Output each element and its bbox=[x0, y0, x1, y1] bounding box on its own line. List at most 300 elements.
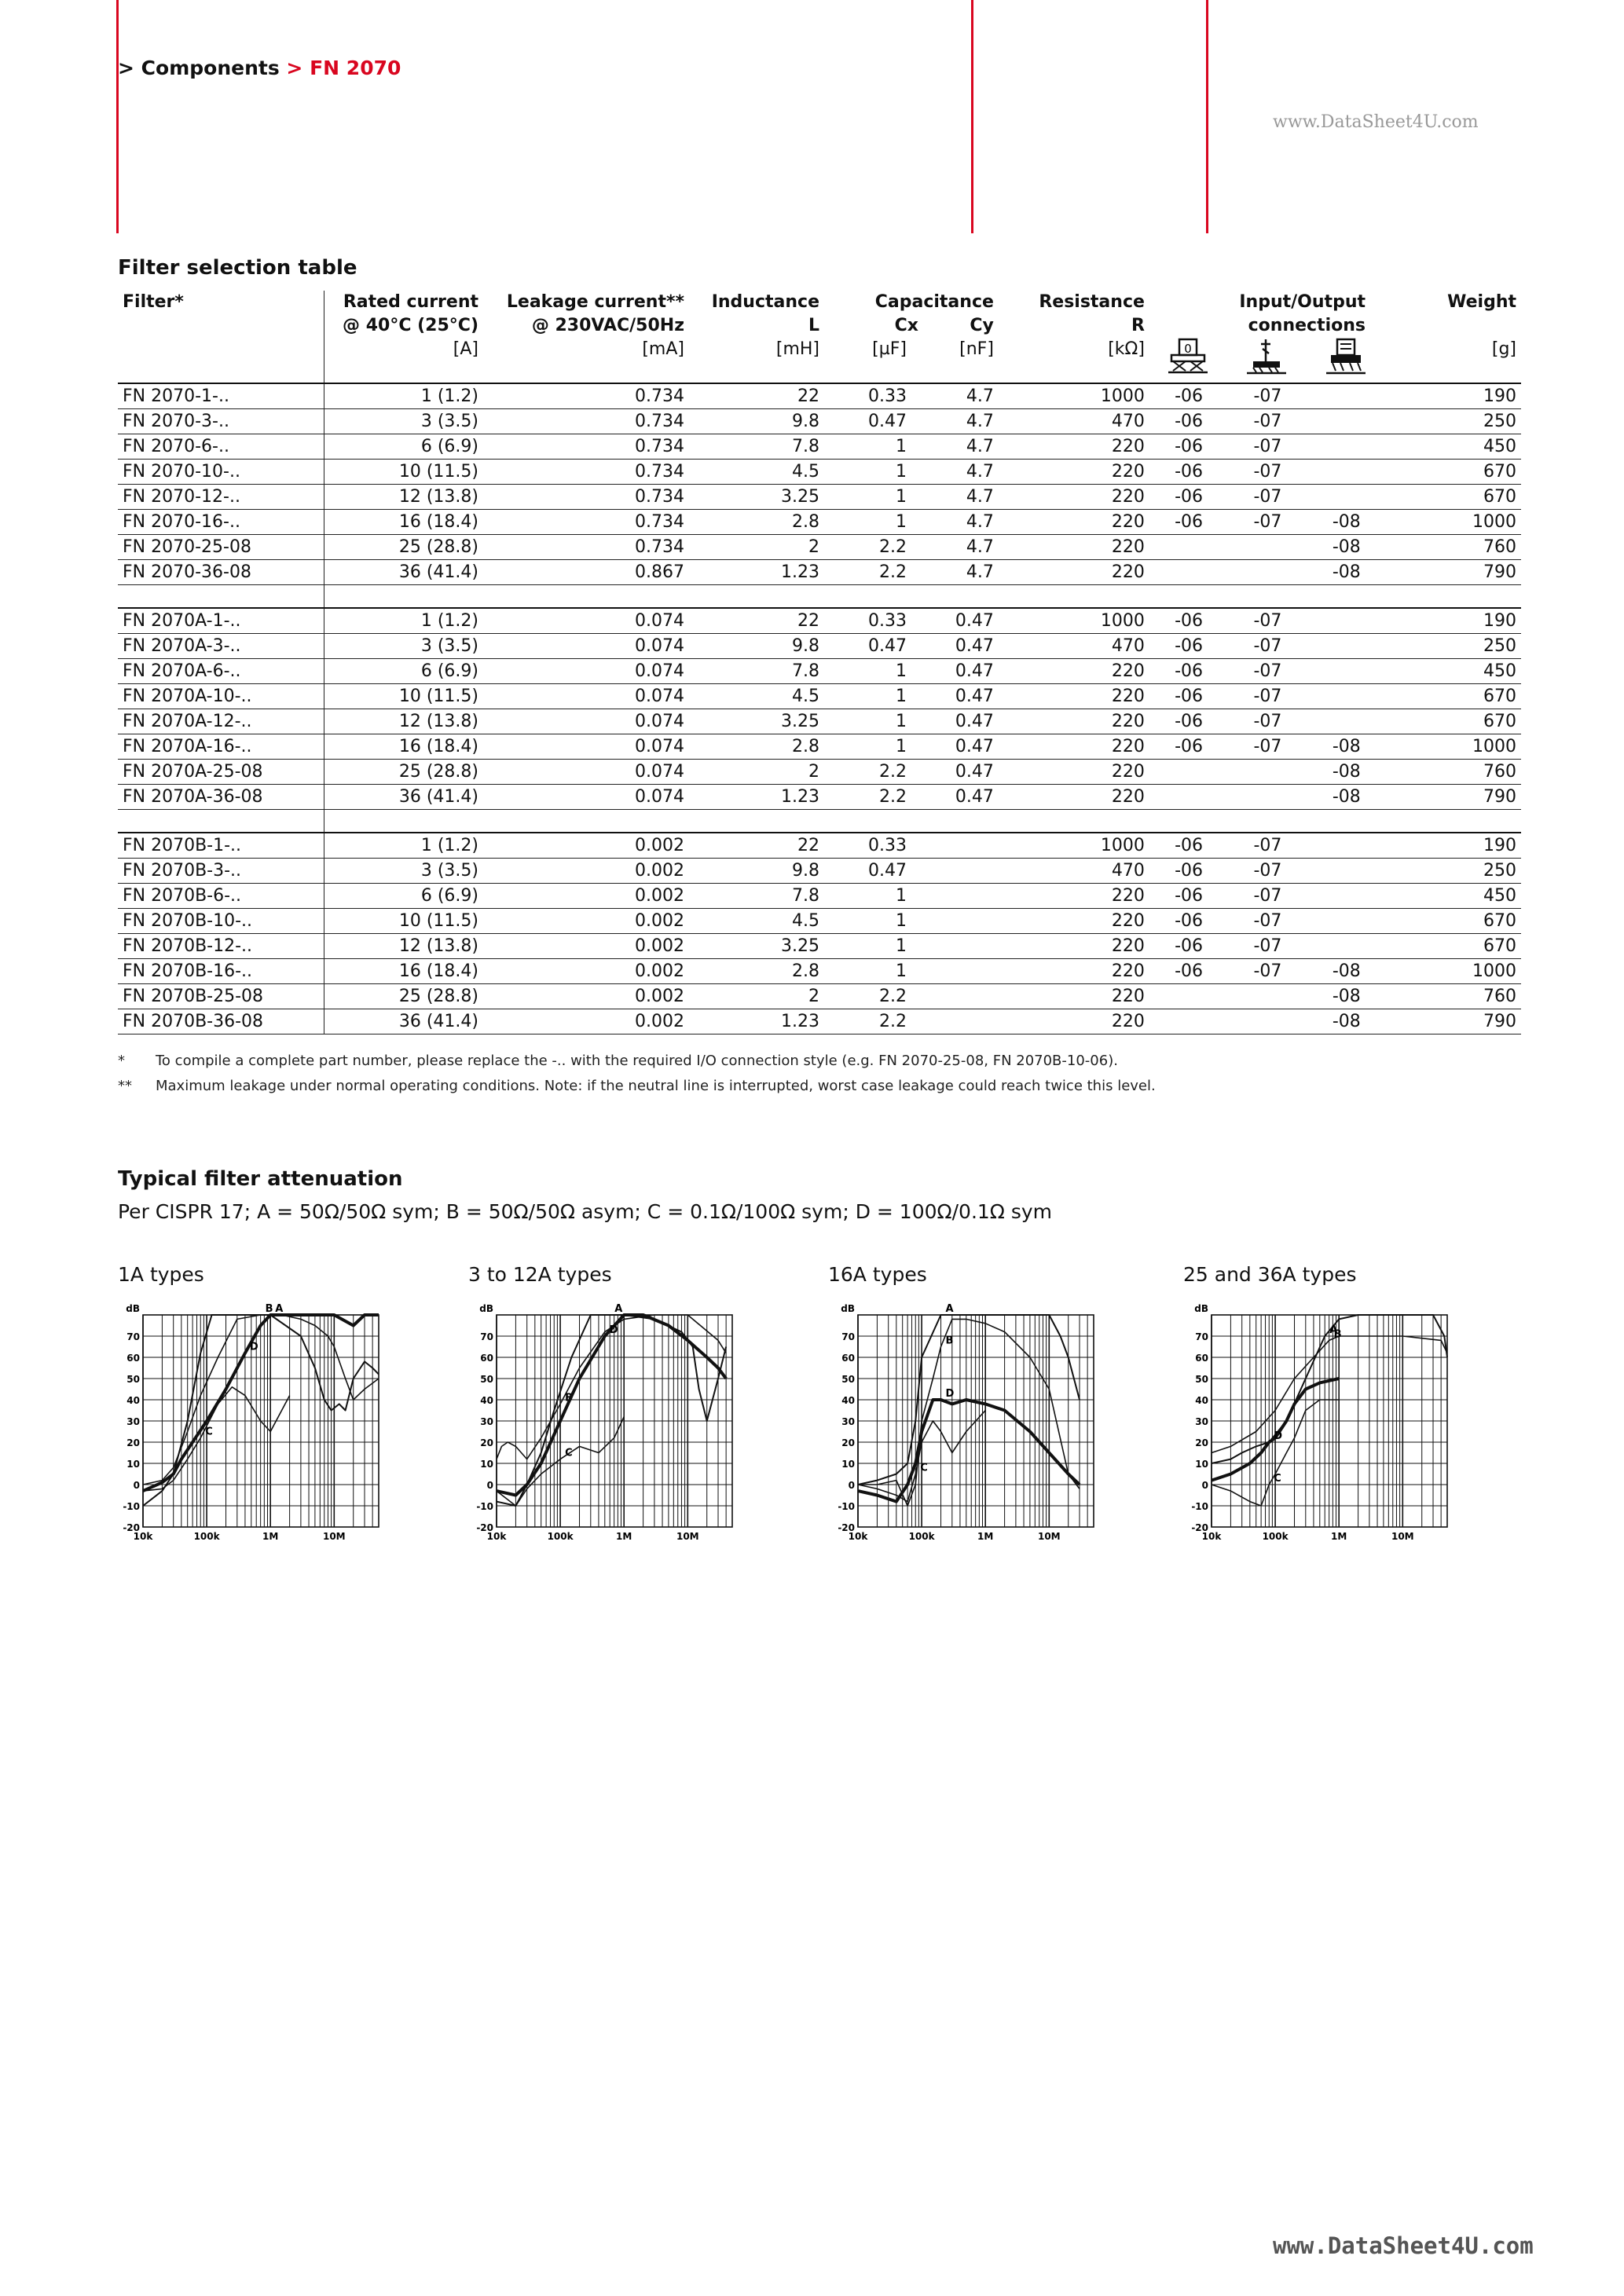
table-cell bbox=[1228, 535, 1307, 560]
table-cell: 220 bbox=[999, 734, 1149, 760]
table-cell bbox=[1149, 785, 1228, 810]
y-axis-label: dB bbox=[479, 1303, 493, 1314]
table-cell: 2 bbox=[689, 984, 824, 1009]
table-cell: 450 bbox=[1386, 659, 1521, 684]
table-cell bbox=[1307, 460, 1386, 485]
table-cell: 2 bbox=[689, 535, 824, 560]
table-cell: 0.002 bbox=[483, 884, 689, 909]
table-cell: 0.002 bbox=[483, 833, 689, 859]
table-cell: 0.867 bbox=[483, 560, 689, 585]
table-cell: 2.8 bbox=[689, 510, 824, 535]
table-cell: 670 bbox=[1386, 485, 1521, 510]
attenuation-chart-16a bbox=[825, 1298, 1108, 1549]
table-cell: 2.8 bbox=[689, 734, 824, 760]
table-cell bbox=[1307, 909, 1386, 934]
table-cell: FN 2070A-12-.. bbox=[118, 709, 324, 734]
table-cell bbox=[1307, 659, 1386, 684]
attenuation-chart-3-12a bbox=[464, 1298, 746, 1549]
table-cell bbox=[1307, 485, 1386, 510]
table-cell: FN 2070A-25-08 bbox=[118, 760, 324, 785]
table-cell: 3 (3.5) bbox=[324, 859, 484, 884]
table-cell: 0.47 bbox=[824, 859, 911, 884]
table-cell: FN 2070B-25-08 bbox=[118, 984, 324, 1009]
table-cell bbox=[1307, 859, 1386, 884]
table-cell: -06 bbox=[1149, 634, 1228, 659]
table-cell: 22 bbox=[689, 383, 824, 409]
y-tick-label: 10 bbox=[1195, 1459, 1208, 1470]
table-cell: 0.002 bbox=[483, 1009, 689, 1034]
table-cell: 220 bbox=[999, 434, 1149, 460]
table-cell: FN 2070-1-.. bbox=[118, 383, 324, 409]
table-cell: 36 (41.4) bbox=[324, 785, 484, 810]
table-cell bbox=[911, 859, 999, 884]
x-tick-label: 100k bbox=[1262, 1531, 1289, 1542]
table-cell: FN 2070-3-.. bbox=[118, 409, 324, 434]
table-row bbox=[118, 909, 1521, 934]
table-cell: -07 bbox=[1228, 634, 1307, 659]
table-cell: 220 bbox=[999, 884, 1149, 909]
table-cell: 4.5 bbox=[689, 909, 824, 934]
y-tick-label: -20 bbox=[476, 1522, 493, 1533]
x-tick-label: 10M bbox=[676, 1531, 699, 1542]
header-rule-1 bbox=[116, 0, 119, 233]
table-cell: 6 (6.9) bbox=[324, 434, 484, 460]
table-cell: 0.002 bbox=[483, 959, 689, 984]
table-cell bbox=[1307, 833, 1386, 859]
table-cell: 190 bbox=[1386, 833, 1521, 859]
table-cell: 36 (41.4) bbox=[324, 560, 484, 585]
chart-4-title: 25 and 36A types bbox=[1183, 1263, 1357, 1286]
table-cell: -06 bbox=[1149, 460, 1228, 485]
table-cell: -08 bbox=[1307, 984, 1386, 1009]
series-label: C bbox=[205, 1426, 213, 1438]
x-tick-label: 10k bbox=[1201, 1531, 1222, 1542]
table-cell: 1 bbox=[824, 684, 911, 709]
table-row bbox=[118, 460, 1521, 485]
x-tick-label: 1M bbox=[616, 1531, 632, 1542]
table-cell: 220 bbox=[999, 684, 1149, 709]
table-cell: 670 bbox=[1386, 684, 1521, 709]
x-tick-label: 10M bbox=[1037, 1531, 1061, 1542]
chart-3-title: 16A types bbox=[828, 1263, 927, 1286]
table-cell: 1000 bbox=[1386, 959, 1521, 984]
fast-on-terminal-icon bbox=[1149, 338, 1228, 383]
table-cell: -06 bbox=[1149, 485, 1228, 510]
table-cell: 0.074 bbox=[483, 608, 689, 634]
table-cell: FN 2070-10-.. bbox=[118, 460, 324, 485]
table-cell: -07 bbox=[1228, 608, 1307, 634]
table-cell: -07 bbox=[1228, 383, 1307, 409]
table-cell: 670 bbox=[1386, 909, 1521, 934]
table-cell: 0.002 bbox=[483, 909, 689, 934]
table-cell: 2.2 bbox=[824, 560, 911, 585]
table-row bbox=[118, 560, 1521, 585]
y-tick-label: 70 bbox=[841, 1331, 855, 1342]
table-cell bbox=[911, 934, 999, 959]
table-cell: 4.5 bbox=[689, 460, 824, 485]
table-cell: FN 2070B-12-.. bbox=[118, 934, 324, 959]
table-cell: -06 bbox=[1149, 884, 1228, 909]
table-cell: 22 bbox=[689, 833, 824, 859]
table-cell: 220 bbox=[999, 909, 1149, 934]
table-cell: 7.8 bbox=[689, 434, 824, 460]
y-tick-label: 0 bbox=[486, 1480, 493, 1491]
group-separator bbox=[118, 585, 1521, 609]
x-tick-label: 10k bbox=[486, 1531, 507, 1542]
table-cell: -08 bbox=[1307, 959, 1386, 984]
table-cell: 10 (11.5) bbox=[324, 909, 484, 934]
table-cell: 0.47 bbox=[911, 709, 999, 734]
table-cell: 470 bbox=[999, 409, 1149, 434]
y-axis-label: dB bbox=[126, 1303, 140, 1314]
series-line-b bbox=[497, 1315, 726, 1459]
y-tick-label: 20 bbox=[841, 1437, 855, 1448]
table-cell: -08 bbox=[1307, 1009, 1386, 1034]
table-row bbox=[118, 608, 1521, 634]
col-weight: Weight bbox=[1447, 292, 1516, 312]
table-cell: 0.47 bbox=[911, 634, 999, 659]
unit-inductance: [mH] bbox=[689, 338, 824, 383]
table-cell: 1 bbox=[824, 709, 911, 734]
watermark-bottom: www.DataSheet4U.com bbox=[1273, 2232, 1534, 2259]
table-cell: FN 2070-12-.. bbox=[118, 485, 324, 510]
table-cell: 1 (1.2) bbox=[324, 608, 484, 634]
table-cell: FN 2070A-16-.. bbox=[118, 734, 324, 760]
table-cell: 22 bbox=[689, 608, 824, 634]
unit-weight: [g] bbox=[1386, 338, 1521, 383]
table-cell: 0.47 bbox=[911, 608, 999, 634]
table-cell: 3 (3.5) bbox=[324, 634, 484, 659]
y-tick-label: -20 bbox=[838, 1522, 855, 1533]
table-cell: -06 bbox=[1149, 510, 1228, 535]
table-cell: 790 bbox=[1386, 1009, 1521, 1034]
y-tick-label: 60 bbox=[1195, 1353, 1208, 1364]
table-cell: 470 bbox=[999, 859, 1149, 884]
table-cell: 4.7 bbox=[911, 510, 999, 535]
y-tick-label: 10 bbox=[126, 1459, 140, 1470]
table-cell: 1 bbox=[824, 434, 911, 460]
table-cell: 220 bbox=[999, 485, 1149, 510]
series-label: D bbox=[1274, 1430, 1283, 1442]
chart-2-title: 3 to 12A types bbox=[468, 1263, 612, 1286]
y-tick-label: 40 bbox=[126, 1395, 140, 1406]
y-tick-label: 70 bbox=[126, 1331, 140, 1342]
table-cell: FN 2070A-1-.. bbox=[118, 608, 324, 634]
series-label: C bbox=[920, 1462, 928, 1474]
table-cell: 1.23 bbox=[689, 1009, 824, 1034]
unit-leakage: [mA] bbox=[483, 338, 689, 383]
table-cell: 0.47 bbox=[911, 659, 999, 684]
table-title: Filter selection table bbox=[118, 256, 357, 280]
table-cell: 250 bbox=[1386, 859, 1521, 884]
x-tick-label: 100k bbox=[908, 1531, 935, 1542]
table-cell: FN 2070-16-.. bbox=[118, 510, 324, 535]
table-cell: -06 bbox=[1149, 734, 1228, 760]
table-cell: 1 (1.2) bbox=[324, 833, 484, 859]
y-tick-label: 60 bbox=[126, 1353, 140, 1364]
table-cell: 0.074 bbox=[483, 709, 689, 734]
table-row bbox=[118, 959, 1521, 984]
series-label: D bbox=[249, 1341, 258, 1353]
table-cell: -08 bbox=[1307, 535, 1386, 560]
table-cell: 4.7 bbox=[911, 485, 999, 510]
y-tick-label: 20 bbox=[1195, 1437, 1208, 1448]
breadcrumb-components[interactable]: Components bbox=[141, 57, 280, 79]
y-tick-label: 50 bbox=[126, 1374, 140, 1385]
table-cell: 0.47 bbox=[824, 634, 911, 659]
table-cell: 0.47 bbox=[911, 760, 999, 785]
table-row bbox=[118, 934, 1521, 959]
table-cell: 2.2 bbox=[824, 1009, 911, 1034]
table-cell: 450 bbox=[1386, 884, 1521, 909]
y-tick-label: 40 bbox=[480, 1395, 493, 1406]
table-row bbox=[118, 659, 1521, 684]
table-cell: 450 bbox=[1386, 434, 1521, 460]
table-cell: 7.8 bbox=[689, 659, 824, 684]
table-cell: 4.7 bbox=[911, 434, 999, 460]
series-label: A bbox=[614, 1303, 623, 1315]
table-cell: 2.2 bbox=[824, 535, 911, 560]
y-tick-label: 60 bbox=[480, 1353, 493, 1364]
table-cell: -07 bbox=[1228, 409, 1307, 434]
table-cell: -07 bbox=[1228, 833, 1307, 859]
table-cell: 0.47 bbox=[911, 684, 999, 709]
x-tick-label: 10M bbox=[322, 1531, 346, 1542]
table-row bbox=[118, 510, 1521, 535]
table-cell: -08 bbox=[1307, 760, 1386, 785]
table-cell: -07 bbox=[1228, 684, 1307, 709]
table-cell: -06 bbox=[1149, 383, 1228, 409]
table-cell: 3.25 bbox=[689, 709, 824, 734]
table-cell: 3 (3.5) bbox=[324, 409, 484, 434]
table-cell: -06 bbox=[1149, 709, 1228, 734]
table-cell bbox=[1228, 1009, 1307, 1034]
table-cell: FN 2070A-10-.. bbox=[118, 684, 324, 709]
col-filter: Filter* bbox=[123, 292, 184, 312]
table-cell: 25 (28.8) bbox=[324, 984, 484, 1009]
table-cell: FN 2070-25-08 bbox=[118, 535, 324, 560]
series-label: A bbox=[1329, 1324, 1338, 1336]
table-cell: 1 bbox=[824, 934, 911, 959]
table-cell: -06 bbox=[1149, 859, 1228, 884]
attenuation-title: Typical filter attenuation bbox=[118, 1167, 403, 1191]
table-cell: 1 bbox=[824, 734, 911, 760]
table-cell bbox=[1228, 785, 1307, 810]
table-cell: 220 bbox=[999, 460, 1149, 485]
table-cell bbox=[1307, 634, 1386, 659]
table-cell: 2.2 bbox=[824, 760, 911, 785]
table-cell: FN 2070B-1-.. bbox=[118, 833, 324, 859]
table-cell: FN 2070-6-.. bbox=[118, 434, 324, 460]
table-cell: 2.2 bbox=[824, 785, 911, 810]
series-label: A bbox=[945, 1303, 954, 1315]
table-cell: -06 bbox=[1149, 434, 1228, 460]
table-cell: 220 bbox=[999, 1009, 1149, 1034]
table-cell: -07 bbox=[1228, 884, 1307, 909]
table-cell: 0.074 bbox=[483, 734, 689, 760]
table-cell: 1 bbox=[824, 959, 911, 984]
table-cell: 1000 bbox=[999, 608, 1149, 634]
footnote-2: ** Maximum leakage under normal operating conditions. Note: if the neutral line is interrupted, worst case leakage could reach twice this level. bbox=[118, 1078, 1156, 1094]
table-cell: -06 bbox=[1149, 934, 1228, 959]
table-cell: 12 (13.8) bbox=[324, 709, 484, 734]
table-cell: 790 bbox=[1386, 785, 1521, 810]
x-tick-label: 1M bbox=[262, 1531, 279, 1542]
table-cell: -07 bbox=[1228, 709, 1307, 734]
table-cell bbox=[911, 909, 999, 934]
table-cell: 1000 bbox=[999, 833, 1149, 859]
y-tick-label: -10 bbox=[476, 1501, 493, 1512]
table-row bbox=[118, 884, 1521, 909]
table-row bbox=[118, 833, 1521, 859]
table-cell: 9.8 bbox=[689, 634, 824, 659]
y-tick-label: 50 bbox=[1195, 1374, 1208, 1385]
table-cell: -07 bbox=[1228, 434, 1307, 460]
chart-1-title: 1A types bbox=[118, 1263, 204, 1286]
table-cell: 0.734 bbox=[483, 460, 689, 485]
table-cell: 36 (41.4) bbox=[324, 1009, 484, 1034]
group-separator bbox=[118, 810, 1521, 833]
y-axis-label: dB bbox=[1194, 1303, 1208, 1314]
table-cell: 4.5 bbox=[689, 684, 824, 709]
series-label: D bbox=[609, 1324, 618, 1336]
attenuation-subtitle: Per CISPR 17; A = 50Ω/50Ω sym; B = 50Ω/50Ω asym; C = 0.1Ω/100Ω sym; D = 100Ω/0.1Ω sym bbox=[118, 1200, 1053, 1223]
table-cell: -08 bbox=[1307, 510, 1386, 535]
footnote-1: * To compile a complete part number, please replace the -.. with the required I/O connection style (e.g. FN 2070-25-08, FN 2070B-10-06). bbox=[118, 1053, 1118, 1069]
y-tick-label: 20 bbox=[126, 1437, 140, 1448]
table-cell bbox=[1228, 984, 1307, 1009]
y-tick-label: 0 bbox=[133, 1480, 140, 1491]
table-cell: 790 bbox=[1386, 560, 1521, 585]
table-cell: -08 bbox=[1307, 734, 1386, 760]
series-label: B bbox=[265, 1303, 273, 1315]
table-cell: 220 bbox=[999, 709, 1149, 734]
table-row bbox=[118, 409, 1521, 434]
unit-cy: [nF] bbox=[911, 338, 999, 383]
col-io-connections: Input/Output connections bbox=[1239, 292, 1366, 335]
table-cell: 6 (6.9) bbox=[324, 884, 484, 909]
table-cell: 0.47 bbox=[824, 409, 911, 434]
table-row bbox=[118, 684, 1521, 709]
table-cell: 0.734 bbox=[483, 485, 689, 510]
table-cell: 1 bbox=[824, 485, 911, 510]
table-cell: 220 bbox=[999, 934, 1149, 959]
table-cell: 220 bbox=[999, 984, 1149, 1009]
header-rule-3 bbox=[1206, 0, 1208, 233]
y-tick-label: -10 bbox=[123, 1501, 140, 1512]
table-cell bbox=[1307, 684, 1386, 709]
table-cell: 3.25 bbox=[689, 934, 824, 959]
table-cell: 0.734 bbox=[483, 383, 689, 409]
col-rated-current: Rated current @ 40°C (25°C) bbox=[324, 291, 484, 338]
table-cell: 12 (13.8) bbox=[324, 485, 484, 510]
table-cell: FN 2070-36-08 bbox=[118, 560, 324, 585]
table-cell: 760 bbox=[1386, 984, 1521, 1009]
y-tick-label: 30 bbox=[126, 1416, 140, 1427]
table-cell bbox=[911, 959, 999, 984]
table-cell: 1000 bbox=[1386, 510, 1521, 535]
y-tick-label: 30 bbox=[1195, 1416, 1208, 1427]
table-cell: 220 bbox=[999, 560, 1149, 585]
y-tick-label: -10 bbox=[838, 1501, 855, 1512]
table-row bbox=[118, 535, 1521, 560]
y-tick-label: 20 bbox=[480, 1437, 493, 1448]
table-cell: 670 bbox=[1386, 934, 1521, 959]
table-cell: 0.33 bbox=[824, 608, 911, 634]
y-tick-label: 70 bbox=[480, 1331, 493, 1342]
table-cell bbox=[1307, 383, 1386, 409]
table-cell: 2 bbox=[689, 760, 824, 785]
table-cell: 25 (28.8) bbox=[324, 760, 484, 785]
table-cell: FN 2070A-3-.. bbox=[118, 634, 324, 659]
table-cell: 1 bbox=[824, 510, 911, 535]
table-cell: 0.002 bbox=[483, 859, 689, 884]
table-cell bbox=[1149, 1009, 1228, 1034]
screw-terminal-icon bbox=[1307, 338, 1386, 383]
table-row bbox=[118, 760, 1521, 785]
y-tick-label: 70 bbox=[1195, 1331, 1208, 1342]
table-cell: 4.7 bbox=[911, 560, 999, 585]
table-cell: 0.074 bbox=[483, 634, 689, 659]
table-cell: 220 bbox=[999, 510, 1149, 535]
table-cell bbox=[1228, 760, 1307, 785]
table-row bbox=[118, 734, 1521, 760]
table-cell: 0.33 bbox=[824, 383, 911, 409]
table-cell: 1 bbox=[824, 460, 911, 485]
table-cell bbox=[1307, 409, 1386, 434]
table-row bbox=[118, 634, 1521, 659]
table-cell bbox=[1149, 760, 1228, 785]
y-tick-label: 10 bbox=[480, 1459, 493, 1470]
table-cell: 670 bbox=[1386, 460, 1521, 485]
table-cell: 0.734 bbox=[483, 510, 689, 535]
table-cell: 12 (13.8) bbox=[324, 934, 484, 959]
table-cell bbox=[1149, 560, 1228, 585]
table-cell: 4.7 bbox=[911, 535, 999, 560]
col-capacitance: Capacitance Cx Cy bbox=[874, 292, 994, 335]
table-cell bbox=[911, 984, 999, 1009]
table-cell: 0.002 bbox=[483, 934, 689, 959]
y-tick-label: -20 bbox=[123, 1522, 140, 1533]
y-tick-label: 30 bbox=[480, 1416, 493, 1427]
table-cell: 16 (18.4) bbox=[324, 734, 484, 760]
y-tick-label: 40 bbox=[841, 1395, 855, 1406]
attenuation-chart-25-36a bbox=[1179, 1298, 1461, 1549]
table-cell: 0.002 bbox=[483, 984, 689, 1009]
y-tick-label: 60 bbox=[841, 1353, 855, 1364]
table-cell: 1.23 bbox=[689, 785, 824, 810]
x-tick-label: 1M bbox=[977, 1531, 994, 1542]
table-cell: 16 (18.4) bbox=[324, 959, 484, 984]
table-cell: 0.734 bbox=[483, 434, 689, 460]
table-cell: -08 bbox=[1307, 560, 1386, 585]
svg-text:0: 0 bbox=[1184, 342, 1192, 356]
table-cell: -06 bbox=[1149, 409, 1228, 434]
table-cell: 10 (11.5) bbox=[324, 684, 484, 709]
table-cell: -06 bbox=[1149, 909, 1228, 934]
table-row bbox=[118, 485, 1521, 510]
table-cell: FN 2070B-6-.. bbox=[118, 884, 324, 909]
col-inductance: Inductance L bbox=[711, 292, 819, 335]
solder-lug-icon bbox=[1228, 338, 1307, 383]
table-cell: -07 bbox=[1228, 959, 1307, 984]
table-row bbox=[118, 859, 1521, 884]
table-cell: 3.25 bbox=[689, 485, 824, 510]
table-cell: 0.734 bbox=[483, 409, 689, 434]
table-cell: 190 bbox=[1386, 383, 1521, 409]
table-cell: 190 bbox=[1386, 608, 1521, 634]
table-cell: 0.33 bbox=[824, 833, 911, 859]
